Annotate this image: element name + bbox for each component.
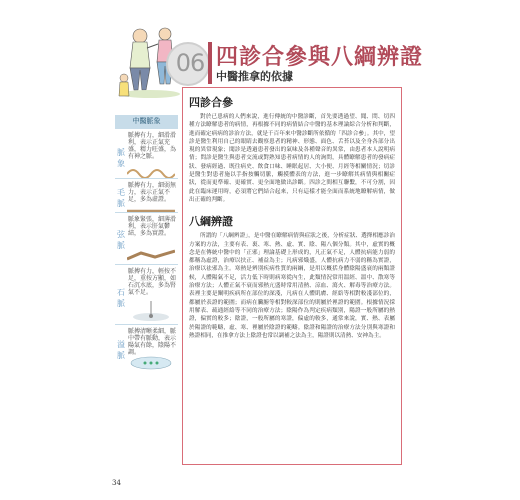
sidebar-item-text: 脈搏清晰柔細，脈中帶有脈動，表示陽氣有餘，陰陽不調。 <box>128 328 177 356</box>
sidebar-item-label: 石脈 <box>117 288 125 308</box>
sidebar-item-text: 脈搏有力，細滑滑利，表示正氣充盛，精力旺盛，為有神之脈。 <box>128 132 177 160</box>
sidebar-item-label: 脈象 <box>117 148 125 168</box>
sidebar-heading: 中醫脈象 <box>115 115 178 128</box>
section-title-bagang: 八綱辨證 <box>189 215 233 229</box>
pulse-wave-image <box>127 201 175 211</box>
pulse-wave-image <box>127 163 175 177</box>
sidebar-item-text: 脈搏有力，輕按不足，重按方顯，如石沉水底，多為腎氣不足。 <box>128 268 177 296</box>
sidebar-item-label: 弦脈 <box>117 230 125 250</box>
pulse-wave-image <box>127 247 175 263</box>
sidebar-item-text: 脈象緊張，細薄滑利，表示肝氣鬱結，多為實證。 <box>128 216 177 237</box>
page-number: 34 <box>112 479 121 487</box>
sidebar-item-5 <box>115 324 178 370</box>
section-body-bagang: 所謂的「八綱辨證」，是中醫在瞭解病情與症狀之後，分析症狀、選擇相應診治方案的方法，主要有表、裏、寒、熱、虛、實、陰、陽八個分類。其中，虛實的概念是在傳統中醫中的「正邪」理論基礎上形成的，凡正氣不足，人體抗病能力弱的都稱為虛證，治療以扶正、補益為主；凡病邪熾盛，人體抗病力不弱的稱為實證，治療以祛邪為主。寒熱是辨別疾病性質的兩綱，是用以概括身體陰陽盛衰的兩類證候，人體陽氣不足，活力低下時則病寒從內生，此類情況常用溫經、溫中、散寒等治療方法；人體正氣不衰而邪熱亢盛時常用清熱、涼血、瀉火、解毒等治療方法。表裡主要是闡明疾病所在部位的深淺，凡病在人體肌膚、經絡等相對較淺部位的，都屬於表證的範圍；而病在臟腑等相對較深部位的則屬於裡證的範圍。根據情況採用解表、疏通經絡等不同的治療方法；陰陽作為判定疾病類別，陽證一般所屬的熱證，偏實的較多；陰證，一般所屬的寒證，偏虛的較多，通常來說，實、熱、表屬於陽證的範疇，虛、寒、裡屬於陰證的範疇。陰證和陽證的治療方法分別與寒證和熱證相同，在推拿方法上陰證也常以調補之法為主，陽證則以清熱、安神為主。 <box>189 233 395 339</box>
main-content <box>189 94 395 340</box>
title-accent-bar <box>208 42 212 84</box>
chapter-number: 06 <box>175 49 205 77</box>
sidebar-item-3 <box>115 212 178 264</box>
sidebar-item-label: 毛脈 <box>117 188 125 208</box>
section-title-sizhen: 四診合參 <box>189 96 233 109</box>
pulse-drop-image <box>127 301 175 323</box>
page-subtitle: 中醫推拿的依據 <box>216 70 293 83</box>
sidebar-item-4 <box>115 264 178 324</box>
pulse-dish-image <box>127 355 175 371</box>
section-body-sizhen: 對於已患病的人們來說，進行傳統的中醫診斷，首先要透過望、聞、問、切四種方法瞭解患者的病情，再根據不同的病情結合中醫的基本理論綜合分析和判斷，進而確定病病的診治方法，就是千百年來中醫診斷所依循的「四診合參」。其中，望診是醫生利用自己的眼睛去觀察患者的精神、形態、面色、舌苔以及全身各部分出現的異常現象；聞診是透過患者發出的氣味及各種聲音的異常，由患者本人說明病情；問診是醫生與患者交流或對熟知患者病情的人的詢問，具體瞭解患者的發病症狀、發病經過、既往病史、飲食口味、睡眠起居、大小便、月經等相關情況；切診是醫生對患者施以手指按觸切脈，觸摸體表的方法，進一步瞭解其病情與相關症狀，從而更準確、更確實、更全面地做出診斷。四診之間相互聯繫，不可分割，因此在臨床運用時，必須將它們結合起來，只有這樣才能全面而系統地瞭解病情，做出正確的判斷。 <box>189 114 395 203</box>
page-title: 四診合參與八綱辨證 <box>216 44 424 70</box>
sidebar-item-text: 脈搏有力，細弱無力，表示正氣不足，多為虛證。 <box>128 182 177 203</box>
sidebar-item-2 <box>115 178 178 212</box>
main-content-box <box>182 87 402 465</box>
sidebar-item-label: 溢脈 <box>117 340 125 360</box>
sidebar-item-1 <box>115 128 178 178</box>
chapter-number-badge <box>166 42 210 86</box>
